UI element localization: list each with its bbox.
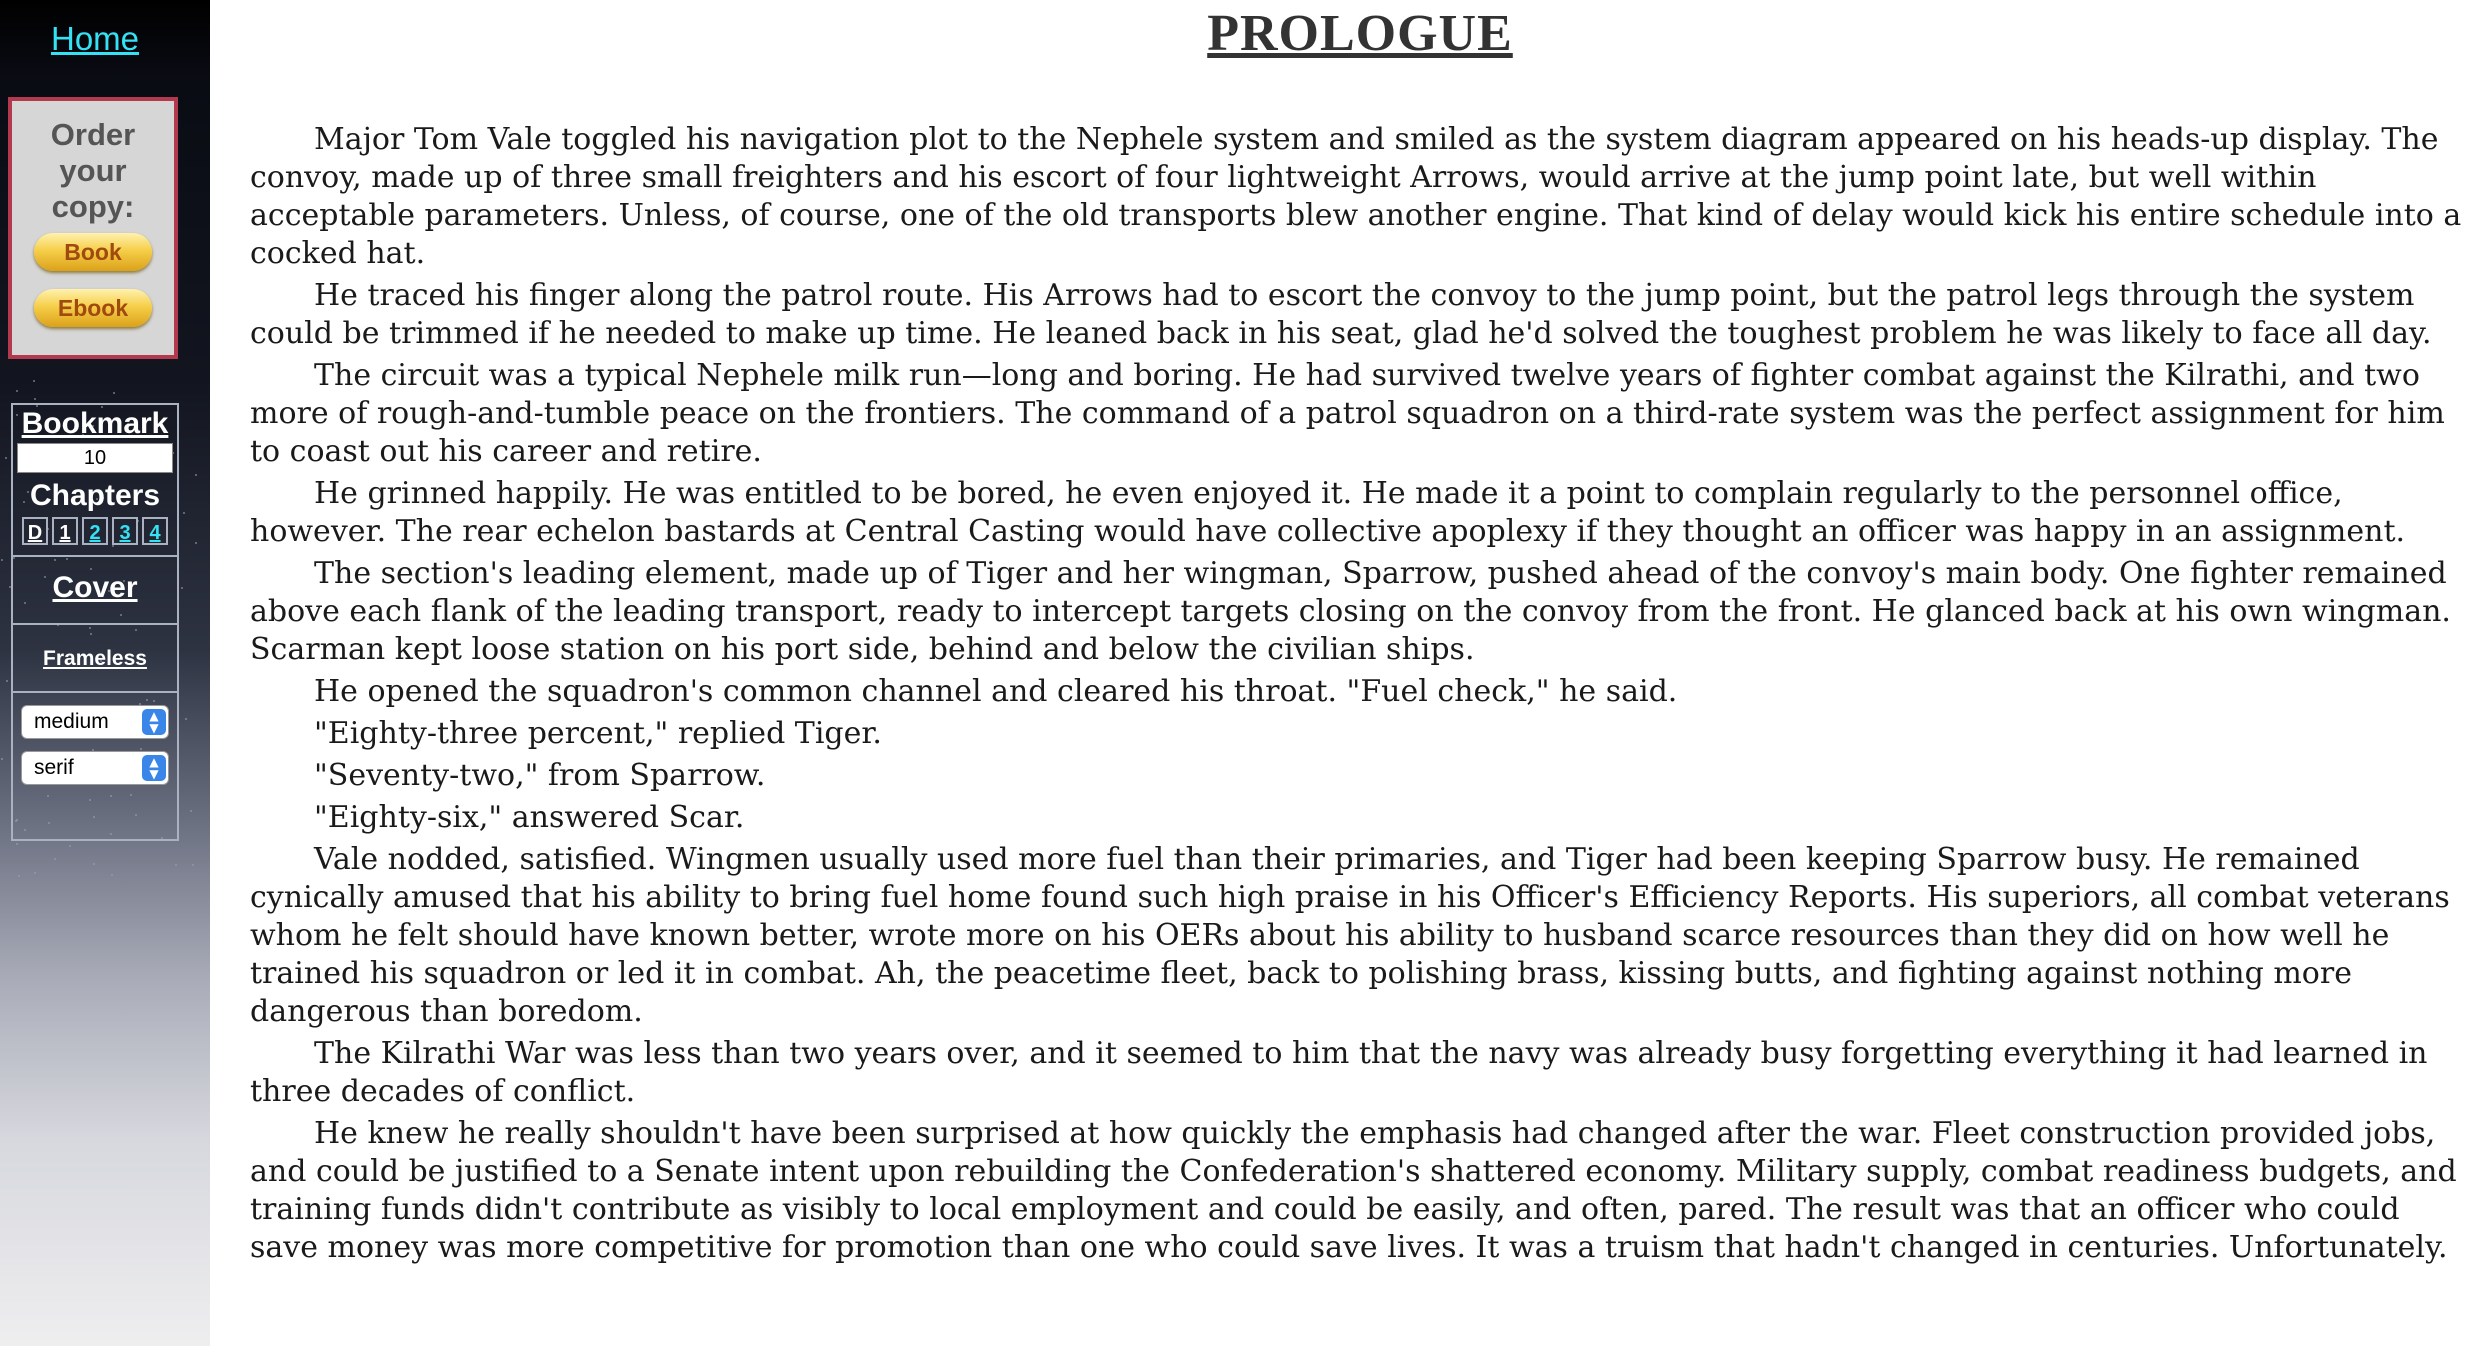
star-dot [181, 587, 183, 589]
paragraph: Vale nodded, satisfied. Wingmen usually used more fuel than their primaries, and Tiger had been keeping Sparrow busy. He remained cynically amused that his ability to bring fuel home found such high praise in his Officer's Efficiency Reports. His superiors, all combat veterans whom he felt should have known better, wrote more on his OERs about his ability to husband scarce resources than they did on how well he trained his squadron or led it in combat. Ah, the peacetime fleet, back to polishing brass, kissing butts, and fighting against nothing more dangerous than boredom. [250, 842, 2450, 1029]
font-family-value: serif [34, 756, 74, 779]
paragraph: Major Tom Vale toggled his navigation plot to the Nephele system and smiled as the system diagram appeared on his heads-up display. The convoy, made up of three small freighters and his escort of four lightweight Arrows, would arrive at the jump point late, but well within acceptable parameters. Unless, of course, one of the old transports blew another engine. That kind of delay would kick his entire schedule into a cocked hat. [250, 122, 2462, 271]
paragraph: "Eighty-six," answered Scar. [314, 800, 745, 835]
main-content [250, 0, 2470, 1346]
paragraph: He traced his finger along the patrol route. His Arrows had to escort the convoy to the jump point, but the patrol legs through the system could be trimmed if he needed to make up time. He leaned back in his seat, glad he'd solved the toughest problem he was likely to face all day. [250, 278, 2432, 351]
paragraph: He opened the squadron's common channel and cleared his throat. "Fuel check," he said. [314, 674, 1678, 709]
star-dot [34, 872, 36, 874]
paragraph: "Eighty-three percent," replied Tiger. [314, 716, 882, 751]
star-dot [195, 474, 197, 476]
chapters-heading: Chapters [29, 479, 161, 512]
order-prompt: Order your copy: [50, 117, 136, 224]
font-size-value: medium [34, 710, 109, 733]
select-arrows-icon: ▲ ▼ [142, 755, 166, 781]
star-dot [1, 758, 3, 760]
order-book-button[interactable]: Book [34, 233, 152, 271]
star-dot [190, 810, 192, 812]
order-ebook-button[interactable]: Ebook [34, 289, 152, 327]
cover-link[interactable]: Cover [52, 571, 138, 604]
star-dot [192, 864, 194, 866]
star-dot [185, 718, 187, 720]
star-dot [33, 380, 35, 382]
home-link[interactable]: Home [50, 20, 140, 57]
star-dot [54, 858, 56, 860]
paragraph: The circuit was a typical Nephele milk run—long and boring. He had survived twelve years of fighter combat against the Kilrathi, and two more of rough-and-tumble peace on the frontiers. The command of a patrol squadron on a third-rate system was the perfect assignment for him to coast out his career and retire. [250, 358, 2445, 469]
chapter-links [13, 517, 177, 545]
star-dot [1, 559, 3, 561]
chapter-link-3[interactable]: 3 [112, 517, 138, 545]
star-dot [183, 512, 185, 514]
star-dot [111, 874, 113, 876]
bookmark-field[interactable] [17, 443, 173, 473]
sidebar [0, 0, 210, 1346]
star-dot [69, 845, 71, 847]
chapter-title: PROLOGUE [1207, 5, 1513, 62]
paragraph: He knew he really shouldn't have been surprised at how quickly the emphasis had changed after the war. Fleet construction provided jobs, and could be justified to a Senate intent upon rebuilding the Confederation's shattered economy. Military supply, combat readiness budgets, and training funds didn't contribute as visibly to local employment and could be easily, and often, pared. The result was that an officer who could save money was more competitive for promotion than one who could save lives. It was a truism that hadn't changed in centuries. Unfortunately. [250, 1116, 2457, 1265]
frameless-link[interactable]: Frameless [43, 647, 147, 670]
paragraph: The section's leading element, made up of Tiger and her wingman, Sparrow, pushed ahead of the convoy's main body. One fighter remained above each flank of the leading transport, ready to intercept targets closing on the convoy from the front. He glanced back at his own wingman. Scarman kept loose station on his port side, behind and below the civilian ships. [250, 556, 2451, 667]
chapter-link-4[interactable]: 4 [142, 517, 168, 545]
star-dot [175, 864, 177, 866]
font-family-select[interactable] [21, 751, 169, 785]
chapter-link-2[interactable]: 2 [82, 517, 108, 545]
star-dot [6, 680, 8, 682]
star-dot [16, 390, 18, 392]
star-dot [5, 457, 7, 459]
star-dot [16, 843, 18, 845]
chapter-link-d[interactable]: D [22, 517, 48, 545]
navigation-box [11, 403, 179, 841]
star-dot [195, 542, 197, 544]
paragraph: "Seventy-two," from Sparrow. [314, 758, 766, 793]
star-dot [18, 875, 20, 877]
font-size-select[interactable] [21, 705, 169, 739]
story-text [250, 121, 2470, 1267]
paragraph: He grinned happily. He was entitled to be bored, he even enjoyed it. He made it a point to complain regularly to the personnel office, however. The rear echelon bastards at Central Casting would have collective apoplexy if they thought an officer was happy in an assignment. [250, 476, 2406, 549]
bookmark-link[interactable]: Bookmark [21, 407, 169, 440]
star-dot [113, 392, 115, 394]
divider [13, 691, 177, 693]
paragraph: The Kilrathi War was less than two years over, and it seemed to him that the navy was already busy forgetting everything it had learned in three decades of conflict. [250, 1036, 2428, 1109]
select-arrows-icon: ▲ ▼ [142, 709, 166, 735]
star-dot [93, 863, 95, 865]
chapter-link-1[interactable]: 1 [52, 517, 78, 545]
order-box [8, 97, 178, 359]
star-dot [34, 398, 36, 400]
